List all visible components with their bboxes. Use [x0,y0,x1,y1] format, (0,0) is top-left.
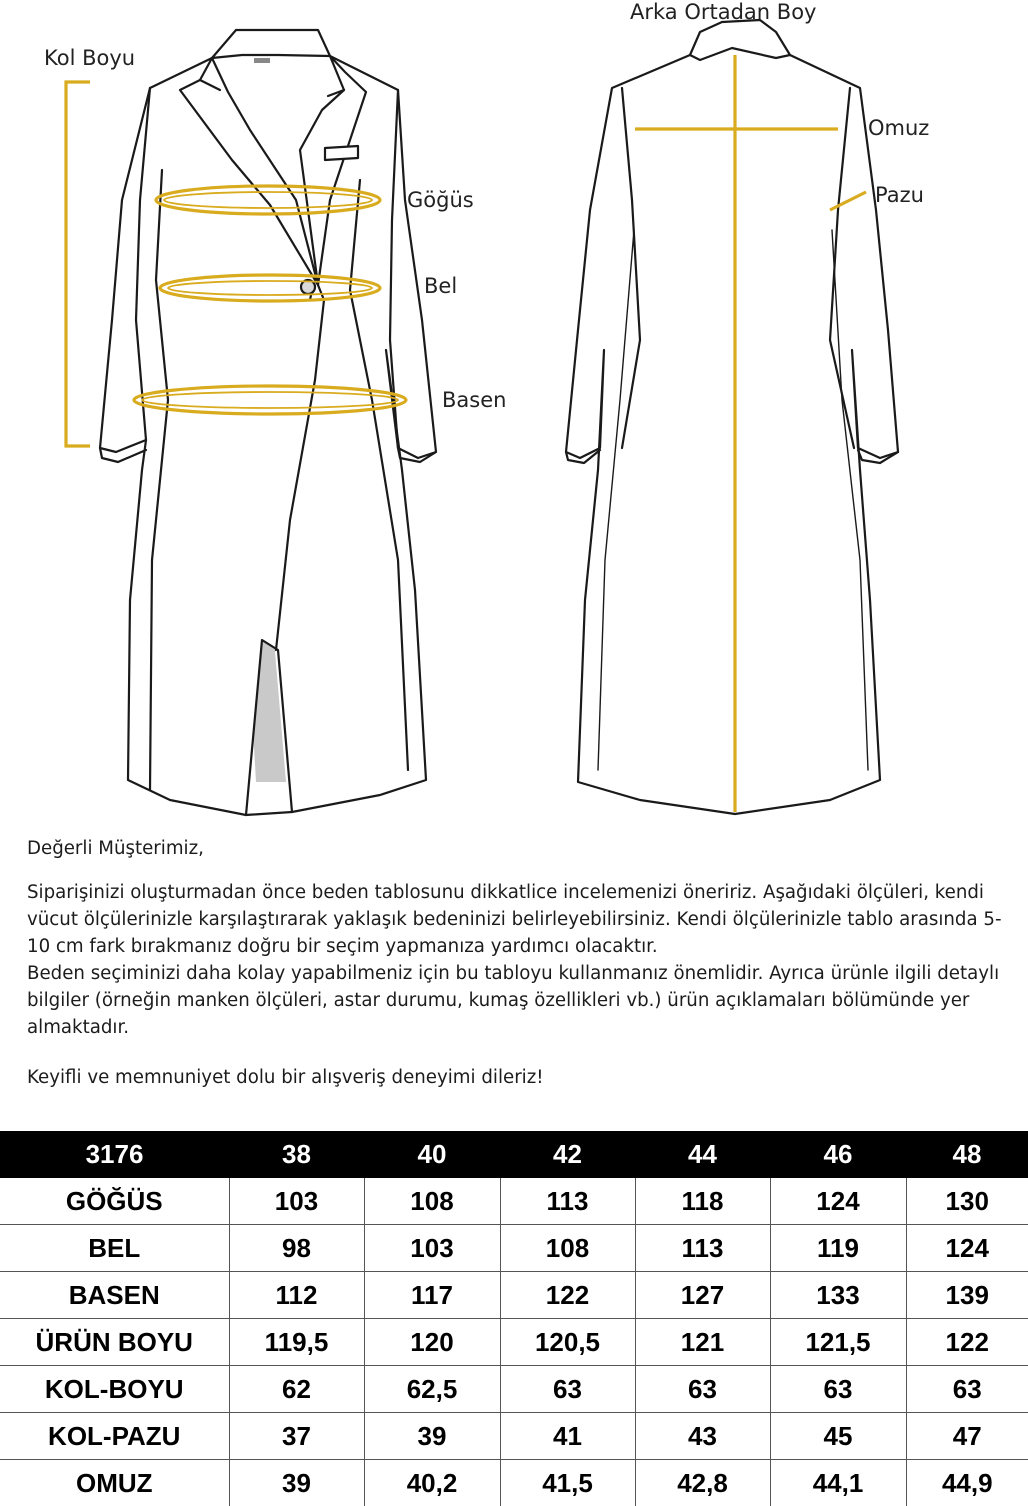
table-cell: 37 [229,1413,364,1460]
row-label: ÜRÜN BOYU [0,1319,229,1366]
label-bicep: Pazu [875,183,924,207]
notice-closing: Keyifli ve memnuniyet dolu bir alışveriş deneyimi dileriz! [27,1064,1002,1091]
size-header-row [0,1131,1028,1178]
table-cell: 41,5 [500,1460,635,1506]
table-cell: 113 [500,1178,635,1225]
table-cell: 62 [229,1366,364,1413]
table-cell: 63 [770,1366,906,1413]
table-cell: 119 [770,1225,906,1272]
label-waist: Bel [424,274,457,298]
table-cell: 103 [229,1178,364,1225]
table-cell: 43 [635,1413,770,1460]
table-cell: 39 [229,1460,364,1506]
table-cell: 63 [635,1366,770,1413]
table-cell: 124 [770,1178,906,1225]
table-cell: 103 [364,1225,500,1272]
table-cell: 39 [364,1413,500,1460]
table-row-bicep [0,1413,1028,1460]
table-cell: 119,5 [229,1319,364,1366]
notice-greeting: Değerli Müşterimiz, [27,835,1002,862]
table-cell: 120 [364,1319,500,1366]
table-cell: 63 [906,1366,1028,1413]
table-cell: 122 [906,1319,1028,1366]
table-cell: 44,1 [770,1460,906,1506]
table-cell: 108 [364,1178,500,1225]
table-cell: 120,5 [500,1319,635,1366]
notice-paragraph-2: Beden seçiminizi daha kolay yapabilmeniz için bu tabloyu kullanmanız önemlidir. Ayrıca ürünle ilgili detaylı bilgiler (örneğin manken ölçüleri, astar durumu, kumaş özellikleri vb.) ürün açıklamaları bölümünde yer almaktadır. [27,960,1002,1041]
notice-paragraph-1: Siparişinizi oluşturmadan önce beden tablosunu dikkatlice incelemenizi öneririz. Aşağıdaki ölçüleri, kendi vücut ölçülerinizle karşılaştırarak yaklaşık bedeninizi belirleyebilirsiniz. Kendi ölçülerinizle tablo arasında 5-10 cm fark bırakmanız doğru bir seçim yapmanıza yardımcı olacaktır. [27,879,1002,960]
size-header: 40 [364,1131,500,1178]
table-row-product-length [0,1319,1028,1366]
size-chart-table [0,1131,1028,1506]
table-row-waist [0,1225,1028,1272]
table-cell: 44,9 [906,1460,1028,1506]
model-code-header: 3176 [0,1131,229,1178]
label-sleeve-length: Kol Boyu [44,46,135,70]
table-cell: 40,2 [364,1460,500,1506]
row-label: GÖĞÜS [0,1178,229,1225]
table-cell: 130 [906,1178,1028,1225]
row-label: BEL [0,1225,229,1272]
back-coat-drawing [566,20,898,814]
table-cell: 122 [500,1272,635,1319]
table-cell: 47 [906,1413,1028,1460]
table-cell: 108 [500,1225,635,1272]
table-cell: 41 [500,1413,635,1460]
table-cell: 139 [906,1272,1028,1319]
front-coat-drawing [100,30,436,815]
table-cell: 121 [635,1319,770,1366]
label-chest: Göğüs [407,188,474,212]
table-cell: 63 [500,1366,635,1413]
table-row-chest [0,1178,1028,1225]
table-row-sleeve-length [0,1366,1028,1413]
customer-notice [27,835,1002,1091]
table-cell: 117 [364,1272,500,1319]
row-label: BASEN [0,1272,229,1319]
label-back-length: Arka Ortadan Boy [630,0,816,24]
table-row-hip [0,1272,1028,1319]
size-header: 48 [906,1131,1028,1178]
row-label: OMUZ [0,1460,229,1506]
size-header: 46 [770,1131,906,1178]
table-cell: 45 [770,1413,906,1460]
table-cell: 112 [229,1272,364,1319]
table-row-shoulder [0,1460,1028,1506]
table-cell: 121,5 [770,1319,906,1366]
label-hip: Basen [442,388,506,412]
row-label: KOL-PAZU [0,1413,229,1460]
table-cell: 42,8 [635,1460,770,1506]
table-cell: 62,5 [364,1366,500,1413]
table-cell: 113 [635,1225,770,1272]
table-cell: 127 [635,1272,770,1319]
size-header: 42 [500,1131,635,1178]
size-header: 44 [635,1131,770,1178]
table-cell: 118 [635,1178,770,1225]
row-label: KOL-BOYU [0,1366,229,1413]
table-cell: 124 [906,1225,1028,1272]
size-header: 38 [229,1131,364,1178]
table-cell: 133 [770,1272,906,1319]
table-cell: 98 [229,1225,364,1272]
label-shoulder: Omuz [868,116,929,140]
